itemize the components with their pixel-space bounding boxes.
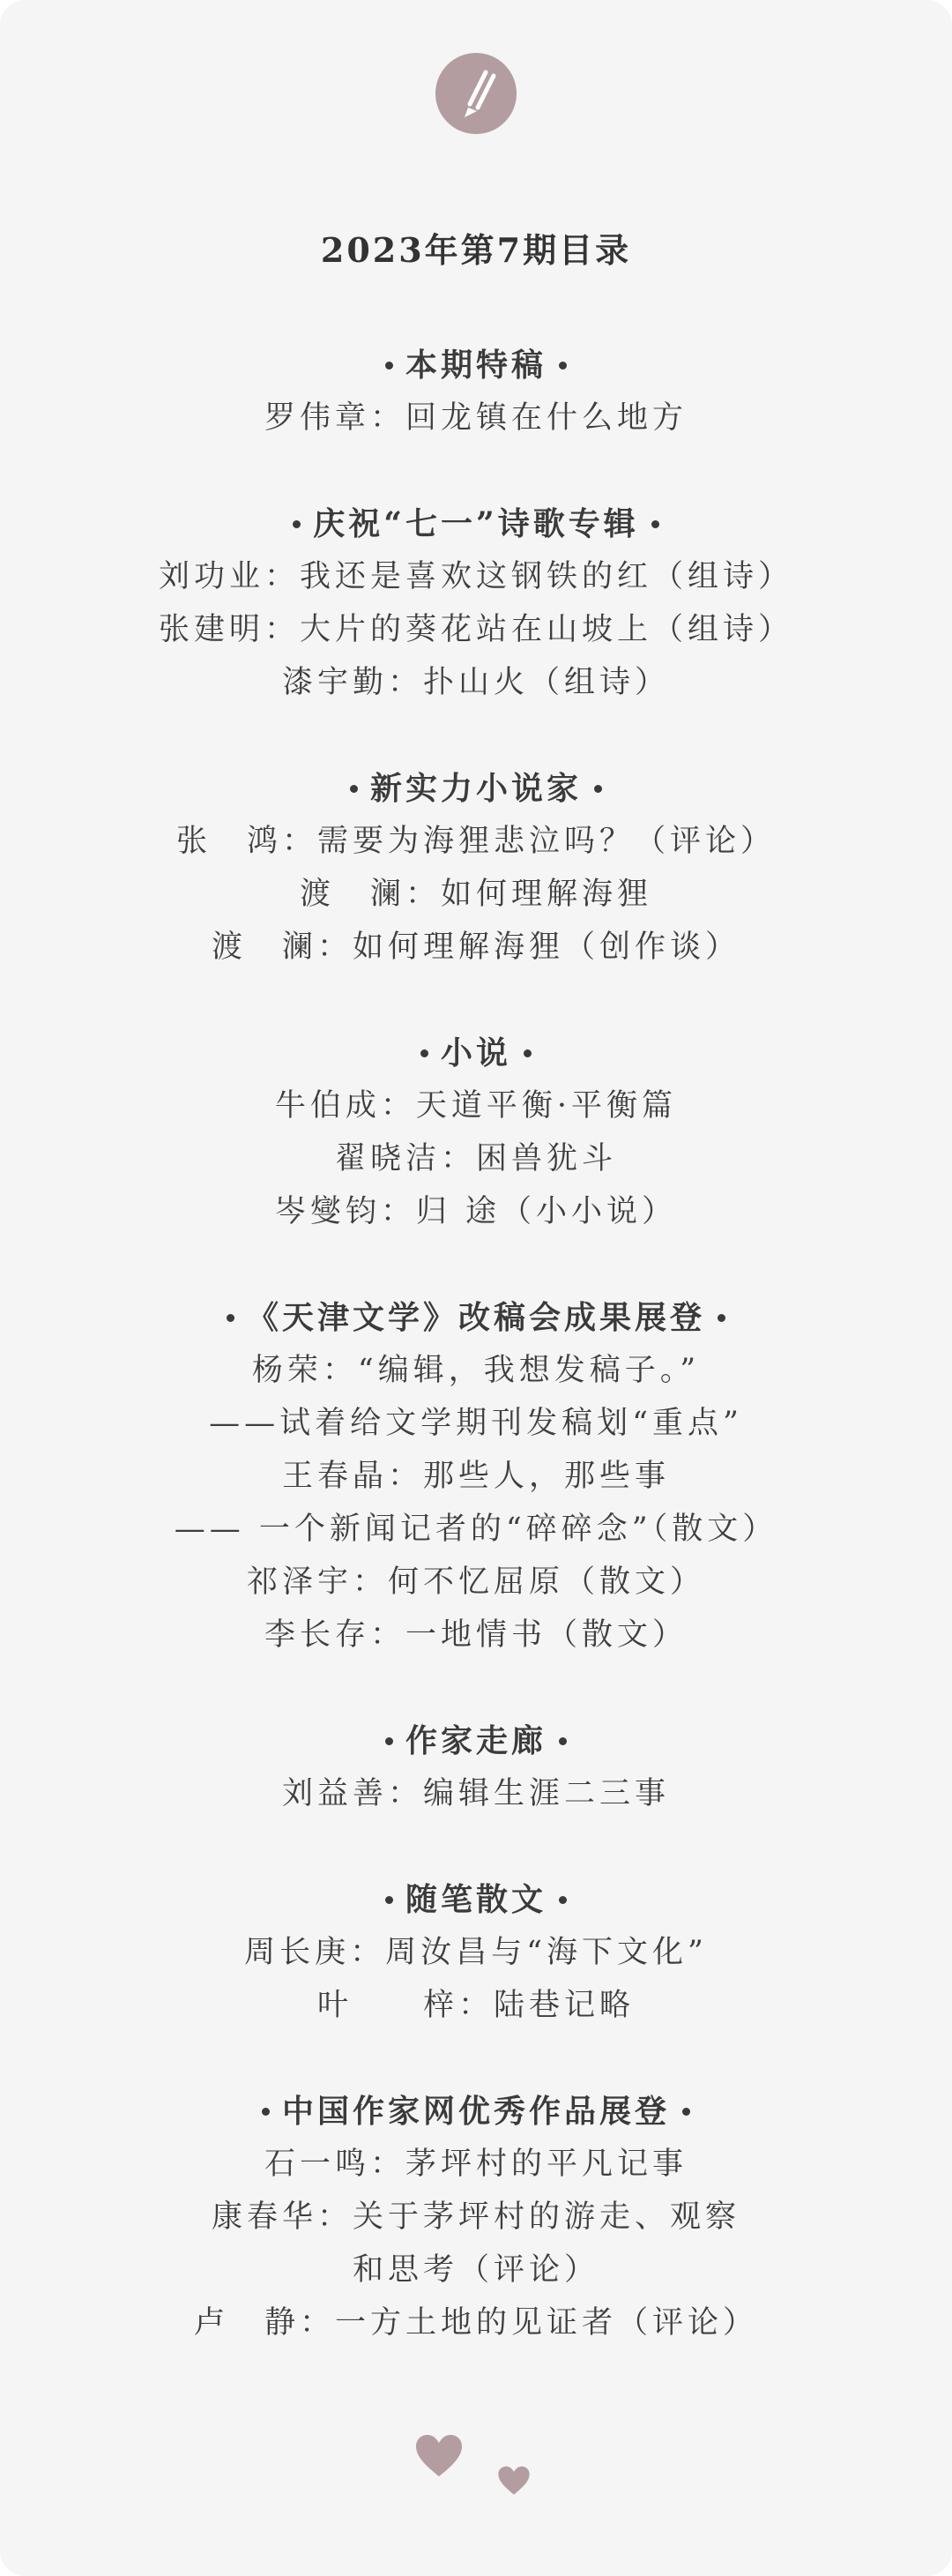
- section-heading: [0, 2085, 952, 2138]
- section-heading: [0, 1291, 952, 1344]
- toc-section: [0, 1873, 952, 2032]
- toc-section: [0, 2085, 952, 2349]
- toc-entry: 张建明：大片的葵花站在山坡上（组诗）: [158, 612, 793, 647]
- bullet-dot: [293, 520, 301, 528]
- toc-entry: 卢 静：一方土地的见证者（评论）: [193, 2305, 758, 2341]
- section-heading: [0, 497, 952, 550]
- toc-section: [0, 339, 952, 444]
- toc-entry: 李长存：一地情书（散文）: [264, 1617, 688, 1653]
- section-heading-label: 庆祝“七一”诗歌专辑: [313, 505, 639, 542]
- section-heading-label: 中国作家网优秀作品展登: [281, 2093, 670, 2130]
- toc-section: [0, 1291, 952, 1661]
- section-heading: [0, 339, 952, 392]
- section-heading: [0, 1714, 952, 1767]
- toc-entry: 岑燮钧：归 途（小小说）: [274, 1194, 678, 1229]
- toc-entry: 渡 澜：如何理解海狸（创作谈）: [211, 930, 740, 965]
- toc-entry: 翟晓洁：困兽犹斗: [334, 1141, 617, 1176]
- bullet-dot: [262, 2108, 270, 2116]
- bullet-dot: [718, 1314, 725, 1322]
- toc-entry: 叶 梓：陆巷记略: [316, 1988, 635, 2023]
- section-heading-label: 新实力小说家: [369, 770, 582, 807]
- bullet-dot: [594, 785, 602, 793]
- section-heading: [0, 762, 952, 815]
- section-heading-label: 本期特稿: [405, 347, 547, 384]
- toc-entry: 张 鸿：需要为海狸悲泣吗？（评论）: [175, 824, 776, 859]
- toc-section: [0, 497, 952, 709]
- decorative-hearts: [0, 2434, 952, 2522]
- bullet-dot: [559, 1737, 567, 1745]
- toc-entry: 刘益善：编辑生涯二三事: [281, 1776, 670, 1811]
- toc-entry: 周长庚：周汝昌与“海下文化”: [244, 1935, 708, 1970]
- bullet-dot: [682, 2108, 690, 2116]
- section-heading-label: 作家走廊: [405, 1722, 547, 1759]
- bullet-dot: [227, 1314, 234, 1322]
- pen-badge: [435, 53, 517, 134]
- toc-entry: ——试着给文学期刊发稿划“重点”: [209, 1406, 743, 1441]
- bullet-dot: [524, 1049, 532, 1057]
- toc-entry: 祁泽宇：何不忆屈原（散文）: [246, 1564, 705, 1600]
- section-heading: [0, 1027, 952, 1079]
- toc-section: [0, 762, 952, 974]
- toc-entry: 刘功业：我还是喜欢这钢铁的红（组诗）: [158, 559, 793, 594]
- toc-entry: 王春晶：那些人，那些事: [281, 1459, 670, 1494]
- bullet-dot: [559, 362, 567, 370]
- bullet-dot: [350, 785, 358, 793]
- bullet-dot: [559, 1896, 567, 1904]
- toc-entry: 石一鸣：茅坪村的平凡记事: [264, 2147, 688, 2182]
- bullet-dot: [385, 1896, 393, 1904]
- toc-entry: —— 一个新闻记者的“碎碎念”（散文）: [174, 1512, 778, 1547]
- pen-icon: [435, 53, 517, 134]
- toc-sections: [0, 339, 952, 2402]
- toc-entry: 杨荣：“编辑，我想发稿子。”: [251, 1353, 701, 1388]
- heart-icon: [414, 2434, 464, 2478]
- toc-section: [0, 1027, 952, 1238]
- bullet-dot: [385, 362, 393, 370]
- toc-section: [0, 1714, 952, 1820]
- toc-entry: 罗伟章：回龙镇在什么地方: [264, 400, 688, 436]
- section-heading-label: 随笔散文: [405, 1881, 547, 1918]
- toc-entry: 牛伯成：天道平衡·平衡篇: [274, 1088, 678, 1124]
- section-heading: [0, 1873, 952, 1926]
- toc-entry: 漆宇勤：扑山火（组诗）: [281, 665, 670, 700]
- toc-entry: 康春华：关于茅坪村的游走、观察: [211, 2199, 740, 2235]
- heart-icon: [497, 2466, 531, 2496]
- toc-entry: 渡 澜：如何理解海狸: [299, 877, 652, 912]
- issue-title: 2023年第7期目录: [320, 230, 632, 270]
- section-heading-label: 小说: [440, 1034, 511, 1071]
- bullet-dot: [420, 1049, 428, 1057]
- toc-entry: 和思考（评论）: [352, 2252, 599, 2288]
- bullet-dot: [385, 1737, 393, 1745]
- section-heading-label: 《天津文学》改稿会成果展登: [246, 1299, 705, 1336]
- bullet-dot: [651, 520, 659, 528]
